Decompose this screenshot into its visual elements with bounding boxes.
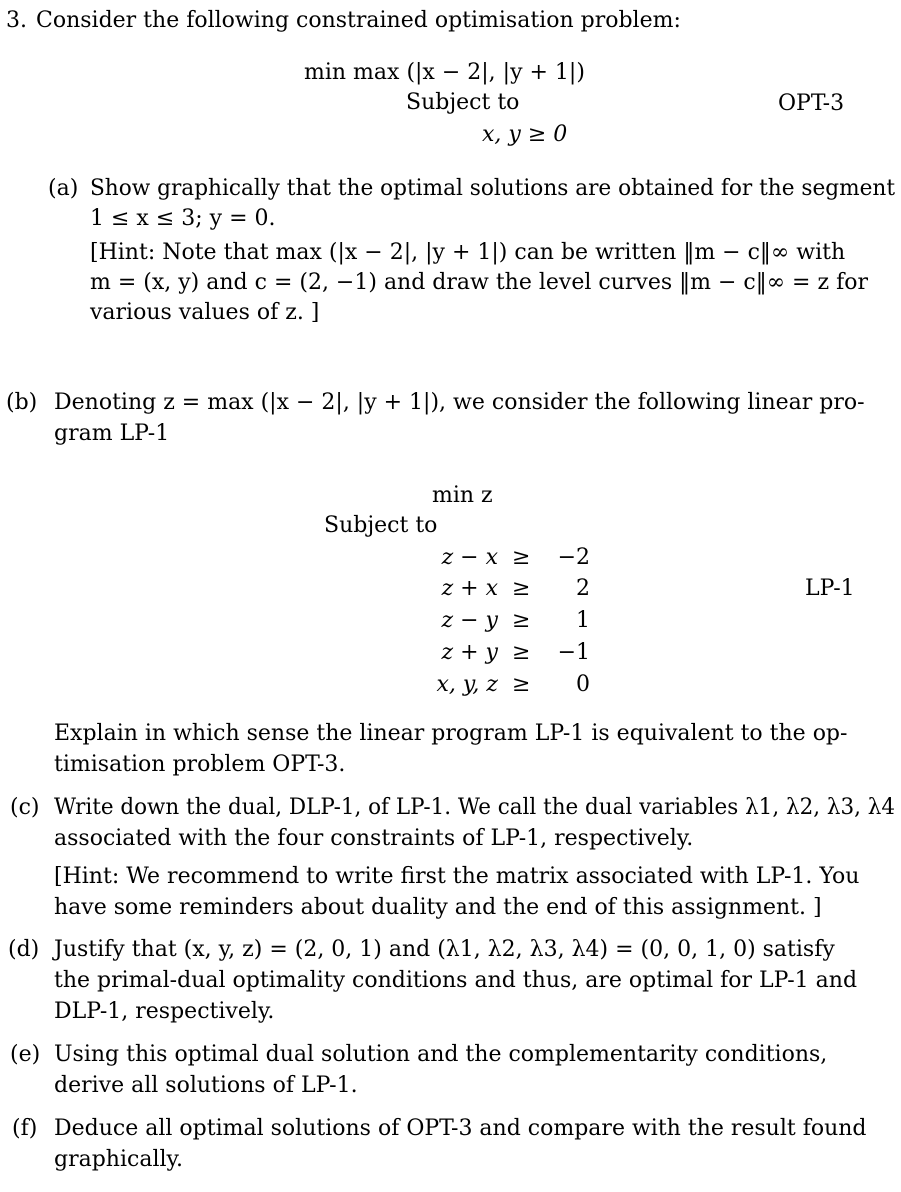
problem-intro: Consider the following constrained optimisation problem: — [36, 8, 681, 33]
part-d-marker: (d) — [8, 937, 40, 962]
lp1-objective: min z — [432, 483, 493, 508]
constraint-5-lhs: x, y, z — [436, 672, 498, 697]
part-a-marker: (a) — [48, 176, 79, 201]
constraint-5-rhs: 0 — [576, 672, 590, 697]
part-d-line2: the primal-dual optimality conditions and thus, are optimal for LP-1 and — [54, 968, 858, 993]
opt3-constraint: x, y ≥ 0 — [482, 122, 568, 147]
constraint-2-lhs: z + x — [441, 576, 498, 601]
part-e-marker: (e) — [10, 1042, 41, 1067]
part-a-hint3: various values of z. ] — [90, 300, 320, 325]
part-f-marker: (f) — [12, 1116, 38, 1141]
opt3-label: OPT-3 — [778, 91, 845, 116]
constraint-4-lhs: z + y — [441, 640, 498, 665]
part-c-hint1: [Hint: We recommend to write first the matrix associated with LP-1. You — [54, 864, 860, 889]
lp1-label: LP-1 — [805, 576, 855, 601]
constraint-2-op: ≥ — [512, 576, 531, 601]
part-b-explain2: timisation problem OPT-3. — [54, 752, 346, 777]
constraint-2-rhs: 2 — [576, 576, 590, 601]
part-e-line2: derive all solutions of LP-1. — [54, 1073, 358, 1098]
constraint-4-rhs: −1 — [557, 640, 590, 665]
constraint-1-rhs: −2 — [557, 545, 590, 570]
lp1-subject-to: Subject to — [324, 513, 438, 538]
part-a-line2: 1 ≤ x ≤ 3; y = 0. — [90, 206, 276, 231]
part-b-marker: (b) — [6, 390, 38, 415]
part-d-line3: DLP-1, respectively. — [54, 999, 275, 1024]
part-b-line1: Denoting z = max (|x − 2|, |y + 1|), we consider the following linear pro- — [54, 390, 865, 415]
part-e-line1: Using this optimal dual solution and the complementarity conditions, — [54, 1042, 828, 1067]
part-d-line1: Justify that (x, y, z) = (2, 0, 1) and (λ1, λ2, λ3, λ4) = (0, 0, 1, 0) satisfy — [54, 937, 835, 962]
constraint-3-op: ≥ — [512, 608, 531, 633]
part-a-hint1: [Hint: Note that max (|x − 2|, |y + 1|) can be written ‖m − c‖∞ with — [90, 240, 846, 265]
constraint-1-op: ≥ — [512, 545, 531, 570]
part-b-line2: gram LP-1 — [54, 421, 170, 446]
part-b-explain1: Explain in which sense the linear program LP-1 is equivalent to the op- — [54, 721, 848, 746]
part-f-line2: graphically. — [54, 1147, 184, 1172]
part-c-line2: associated with the four constraints of LP-1, respectively. — [54, 826, 694, 851]
constraint-3-rhs: 1 — [576, 608, 590, 633]
part-c-hint2: have some reminders about duality and the end of this assignment. ] — [54, 895, 822, 920]
constraint-5-op: ≥ — [512, 672, 531, 697]
constraint-4-op: ≥ — [512, 640, 531, 665]
part-a-hint2: m = (x, y) and c = (2, −1) and draw the level curves ‖m − c‖∞ = z for — [90, 270, 868, 295]
opt3-subject-to: Subject to — [406, 90, 520, 115]
part-a-line1: Show graphically that the optimal solutions are obtained for the segment — [90, 176, 896, 201]
part-f-line1: Deduce all optimal solutions of OPT-3 and compare with the result found — [54, 1116, 867, 1141]
problem-number: 3. — [6, 8, 27, 33]
constraint-1-lhs: z − x — [441, 545, 498, 570]
part-c-marker: (c) — [10, 795, 40, 820]
constraint-3-lhs: z − y — [441, 608, 498, 633]
opt3-objective: min max (|x − 2|, |y + 1|) — [304, 60, 585, 85]
part-c-line1: Write down the dual, DLP-1, of LP-1. We call the dual variables λ1, λ2, λ3, λ4 — [54, 795, 896, 820]
